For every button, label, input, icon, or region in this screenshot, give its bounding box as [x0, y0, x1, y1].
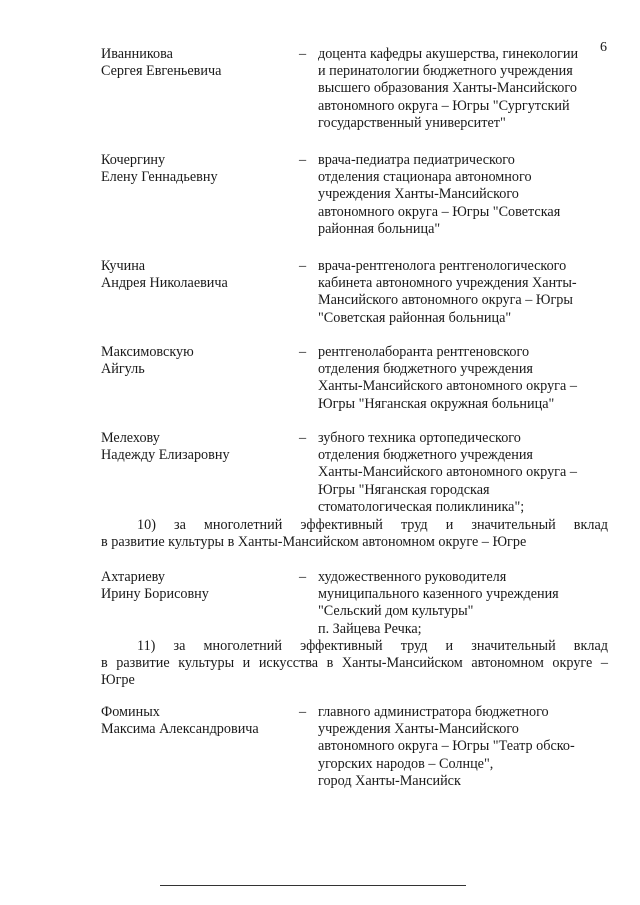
name-line: Кучина [101, 258, 146, 274]
paragraph-line: в развитие культуры и искусства в Ханты-Мансийском автономном округе – [101, 655, 608, 672]
desc-line: стоматологическая поликлиника"; [318, 498, 525, 515]
dash: – [299, 152, 307, 168]
position-description [318, 46, 608, 132]
paragraph-first-line: 11) за многолетний эффективный труд и значительный вклад [137, 638, 608, 654]
name-line: Надежду Елизаровну [101, 447, 230, 464]
desc-line: Югры "Няганская городская [318, 481, 490, 498]
desc-line: доцента кафедры акушерства, гинекологии [318, 46, 579, 62]
paragraph-first-line: 10) за многолетний эффективный труд и значительный вклад [137, 517, 608, 533]
person-name [101, 152, 291, 186]
position-description [318, 258, 608, 327]
position-description [318, 344, 608, 413]
position-description [318, 430, 608, 516]
desc-line: художественного руководителя [318, 569, 507, 585]
desc-line: врача-педиатра педиатрического [318, 152, 515, 168]
person-name [101, 344, 291, 378]
dash: – [299, 344, 307, 360]
desc-line: врача-рентгенолога рентгенологического [318, 258, 567, 274]
desc-line: Ханты-Мансийского автономного округа – [318, 464, 577, 481]
name-line: Максима Александровича [101, 721, 259, 738]
desc-line: город Ханты-Мансийск [318, 772, 461, 789]
name-line: Сергея Евгеньевича [101, 63, 222, 80]
desc-line: отделения бюджетного учреждения [318, 361, 533, 378]
desc-line: угорских народов – Солнце", [318, 755, 494, 772]
section-11-paragraph [101, 638, 608, 690]
desc-line: высшего образования Ханты-Мансийского [318, 80, 577, 97]
desc-line: рентгенолаборанта рентгеновского [318, 344, 530, 360]
name-line: Ирину Борисовну [101, 586, 209, 603]
desc-line: и перинатологии бюджетного учреждения [318, 63, 573, 80]
name-line: Андрея Николаевича [101, 275, 228, 292]
desc-line: муниципального казенного учреждения [318, 586, 559, 603]
person-name [101, 704, 291, 738]
desc-line: учреждения Ханты-Мансийского [318, 721, 519, 738]
desc-line: "Сельский дом культуры" [318, 603, 474, 620]
desc-line: районная больница" [318, 220, 441, 237]
dash: – [299, 704, 307, 720]
dash: – [299, 258, 307, 274]
name-line: Максимовскую [101, 344, 194, 360]
desc-line: Мансийского автономного округа – Югры [318, 292, 573, 309]
desc-line: отделения бюджетного учреждения [318, 447, 533, 464]
name-line: Ахтариеву [101, 569, 165, 585]
dash: – [299, 46, 307, 62]
desc-line: "Советская районная больница" [318, 309, 512, 326]
page-number: 6 [600, 40, 607, 55]
desc-line: кабинета автономного учреждения Ханты- [318, 275, 577, 292]
desc-line: п. Зайцева Речка; [318, 620, 422, 637]
desc-line: зубного техника ортопедического [318, 430, 521, 446]
desc-line: автономного округа – Югры "Театр обско- [318, 738, 575, 755]
footer-rule [160, 885, 466, 886]
name-line: Иванникова [101, 46, 173, 62]
desc-line: автономного округа – Югры "Советская [318, 203, 561, 220]
position-description [318, 152, 608, 238]
dash: – [299, 569, 307, 585]
position-description [318, 569, 608, 638]
name-line: Кочергину [101, 152, 166, 168]
position-description [318, 704, 608, 790]
desc-line: главного администратора бюджетного [318, 704, 549, 720]
name-line: Мелехову [101, 430, 160, 446]
person-name [101, 430, 291, 464]
name-line: Фоминых [101, 704, 160, 720]
person-name [101, 258, 291, 292]
desc-line: отделения стационара автономного [318, 169, 532, 186]
paragraph-line: в развитие культуры в Ханты-Мансийском автономном округе – Югре [101, 534, 527, 551]
name-line: Елену Геннадьевну [101, 169, 218, 186]
desc-line: государственный университет" [318, 114, 506, 131]
section-10-paragraph [101, 517, 608, 551]
desc-line: Югры "Няганская окружная больница" [318, 395, 555, 412]
desc-line: учреждения Ханты-Мансийского [318, 186, 519, 203]
paragraph-line: Югре [101, 672, 135, 689]
person-name [101, 46, 291, 80]
desc-line: Ханты-Мансийского автономного округа – [318, 378, 577, 395]
dash: – [299, 430, 307, 446]
desc-line: автономного округа – Югры "Сургутский [318, 97, 570, 114]
person-name [101, 569, 291, 603]
name-line: Айгуль [101, 361, 145, 378]
